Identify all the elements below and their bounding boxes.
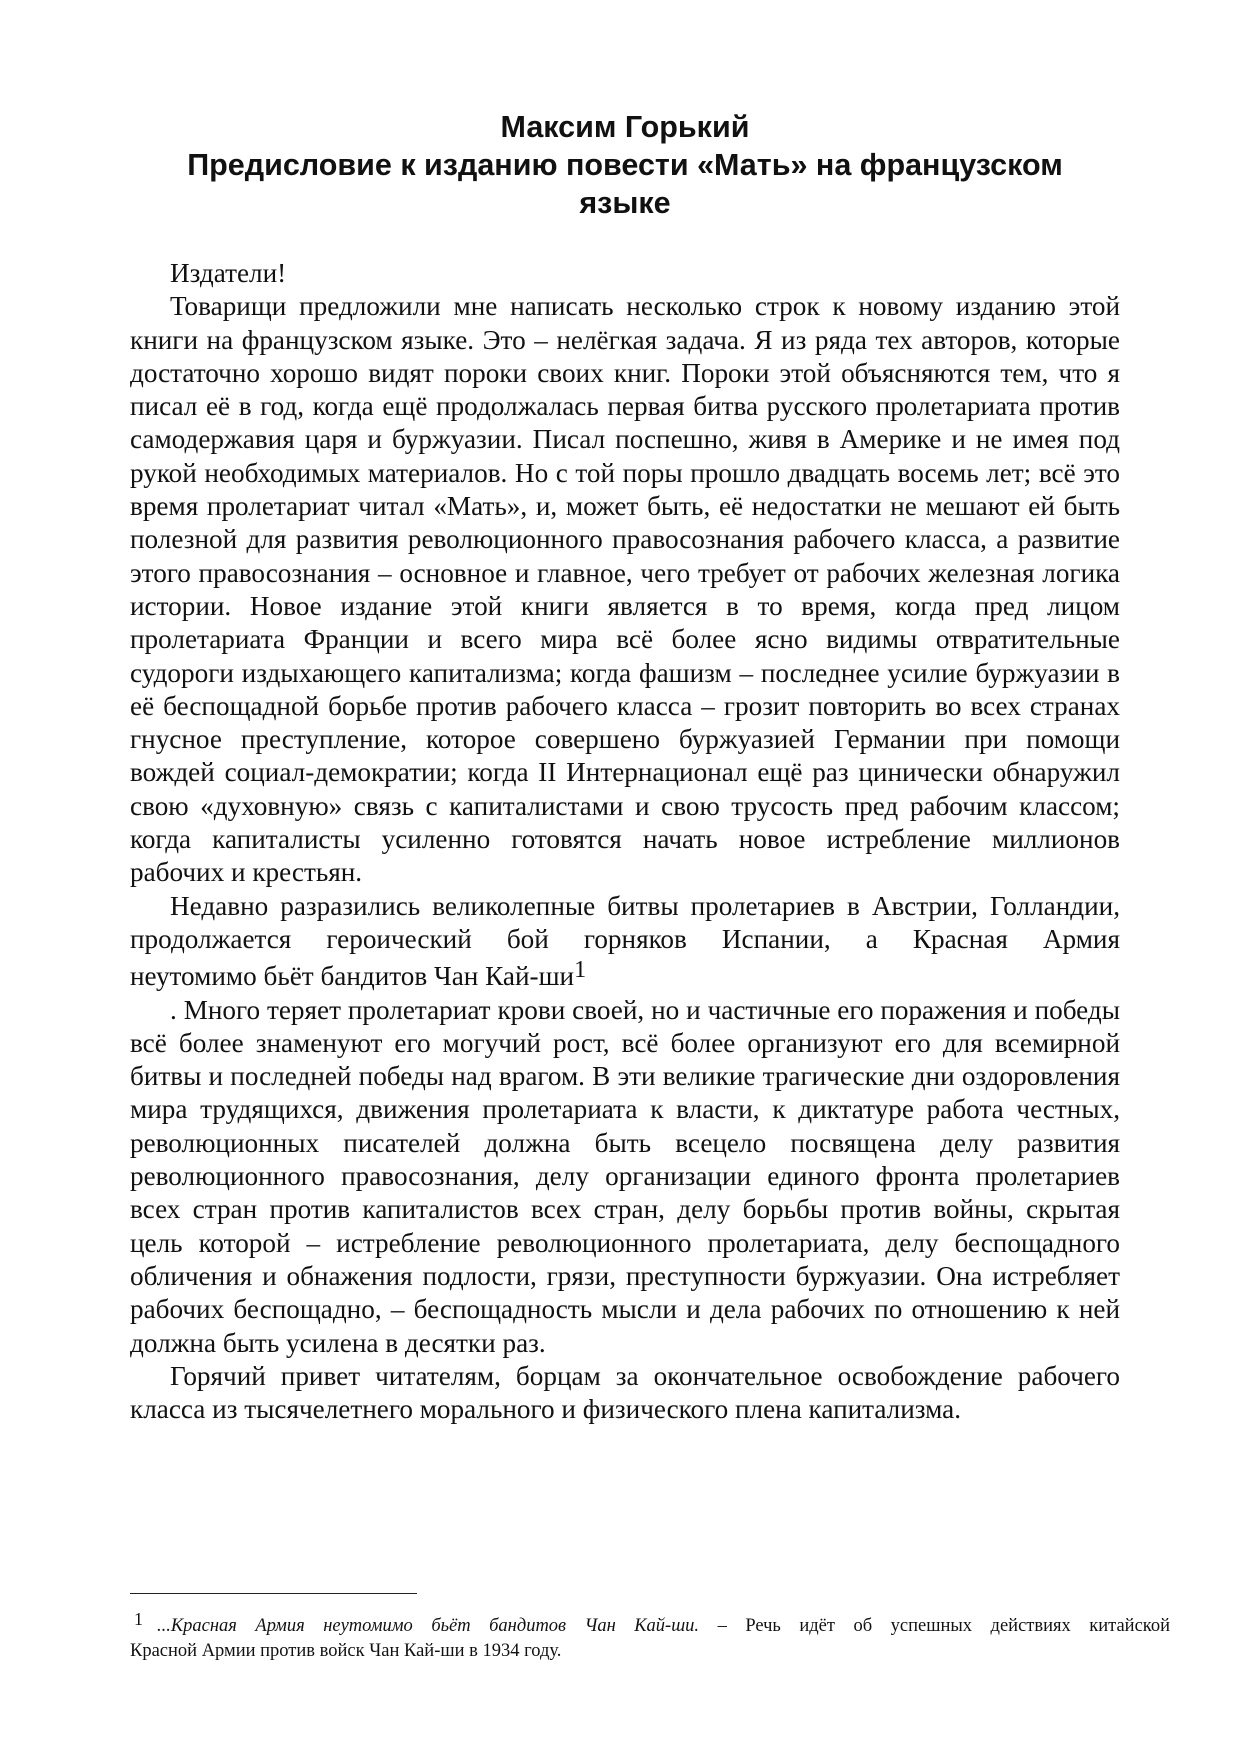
paragraph-2-part-2: . Много теряет пролетариат крови своей, но и частичные его поражения и победы всё более знаменуют его могучий рост, всё более организуют его для всемирной битвы и последней победы над врагом. В эти великие трагические дни оздоровления мира трудящихся, движения пролетариата к власти, к диктатуре работа честных, революционных писателей должна быть всецело посвящена делу развития революционного правосознания, делу организации единого фронта пролетариев всех стран против капиталистов всех стран, делу борьбы против войны, скрытая цель которой – истребление революционного пролетариата, делу беспощадного обличения и обнажения подлости, грязи, преступности буржуазии. Она истребляет рабочих беспощадно, – беспощадность мысли и дела рабочих по отношению к ней должна быть усилена в десятки раз. — [130, 994, 1120, 1358]
paragraph-2-part-1 — [130, 890, 1120, 957]
footnote-reference[interactable]: 1 — [574, 957, 587, 984]
paragraph-1: Товарищи предложили мне написать несколько строк к новому изданию этой книги на французском языке. Это – нелёгкая задача. Я из ряда тех авторов, которые достаточно хорошо видят пороки своих книг. Пороки этой объясняются тем, что я писал её в год, когда ещё продолжалась первая битва русского пролетариата против самодержавия царя и буржуазии. Писал поспешно, живя в Америке и не имея под рукой необходимых материалов. Но с той поры прошло двадцать восемь лет; всё это время пролетариат читал «Мать», и, может быть, её недостатки не мешают ей быть полезной для развития революционного правосознания рабочего класса, а развитие этого правосознания – основное и главное, чего требует от рабочих железная логика истории. Новое издание этой книги является в то время, когда пред лицом пролетариата Франции и всего мира всё более ясно видимы отвратительные судороги издыхающего капитализма; когда фашизм – последнее усилие буржуазии в её беспощадной борьбе против рабочего класса – грозит повторить во всех странах гнусное преступление, которое совершено буржуазией Германии при помощи вождей социал-демократии; когда II Интернационал ещё раз цинически обнаружил свою «духовную» связь с капиталистами и свою трусость пред рабочим классом; когда капиталисты усиленно готовятся начать новое истребление миллионов рабочих и крестьян. — [130, 291, 1120, 888]
footnote-separator — [130, 1593, 417, 1594]
paragraph-2-tail-text: неутомимо бьёт бандитов Чан Кай-ши — [130, 961, 575, 992]
footnote-line-1 — [130, 1609, 1170, 1639]
document-title-line-2: языке — [579, 186, 671, 220]
paragraph-2-text: Недавно разразились великолепные битвы пролетариев в Австрии, Голландии, продолжается героический бой горняков Испании, а Красная Армия — [130, 890, 1120, 954]
body-text — [130, 257, 1120, 1426]
footnote-quote: ...Красная Армия неутомимо бьёт бандитов Чан Кай-ши. — [157, 1616, 700, 1636]
author-name: Максим Горький — [500, 110, 750, 144]
paragraph-2-last-line — [130, 957, 1120, 993]
footnote-text-line-2: Красной Армии против войск Чан Кай-ши в 1934 году. — [130, 1641, 562, 1661]
paragraph-3: Горячий привет читателям, борцам за окончательное освобождение рабочего класса из тысячелетнего морального и физического плена капитализма. — [130, 1360, 1120, 1425]
document-title-line-1: Предисловие к изданию повести «Мать» на французском — [187, 148, 1063, 182]
title-block — [130, 108, 1120, 222]
footnote-number: 1 — [134, 1609, 143, 1629]
greeting-paragraph: Издатели! — [170, 258, 287, 288]
footnote — [130, 1609, 1170, 1664]
footnote-text-line-1: – Речь идёт об успешных действиях китайской — [699, 1616, 1170, 1636]
